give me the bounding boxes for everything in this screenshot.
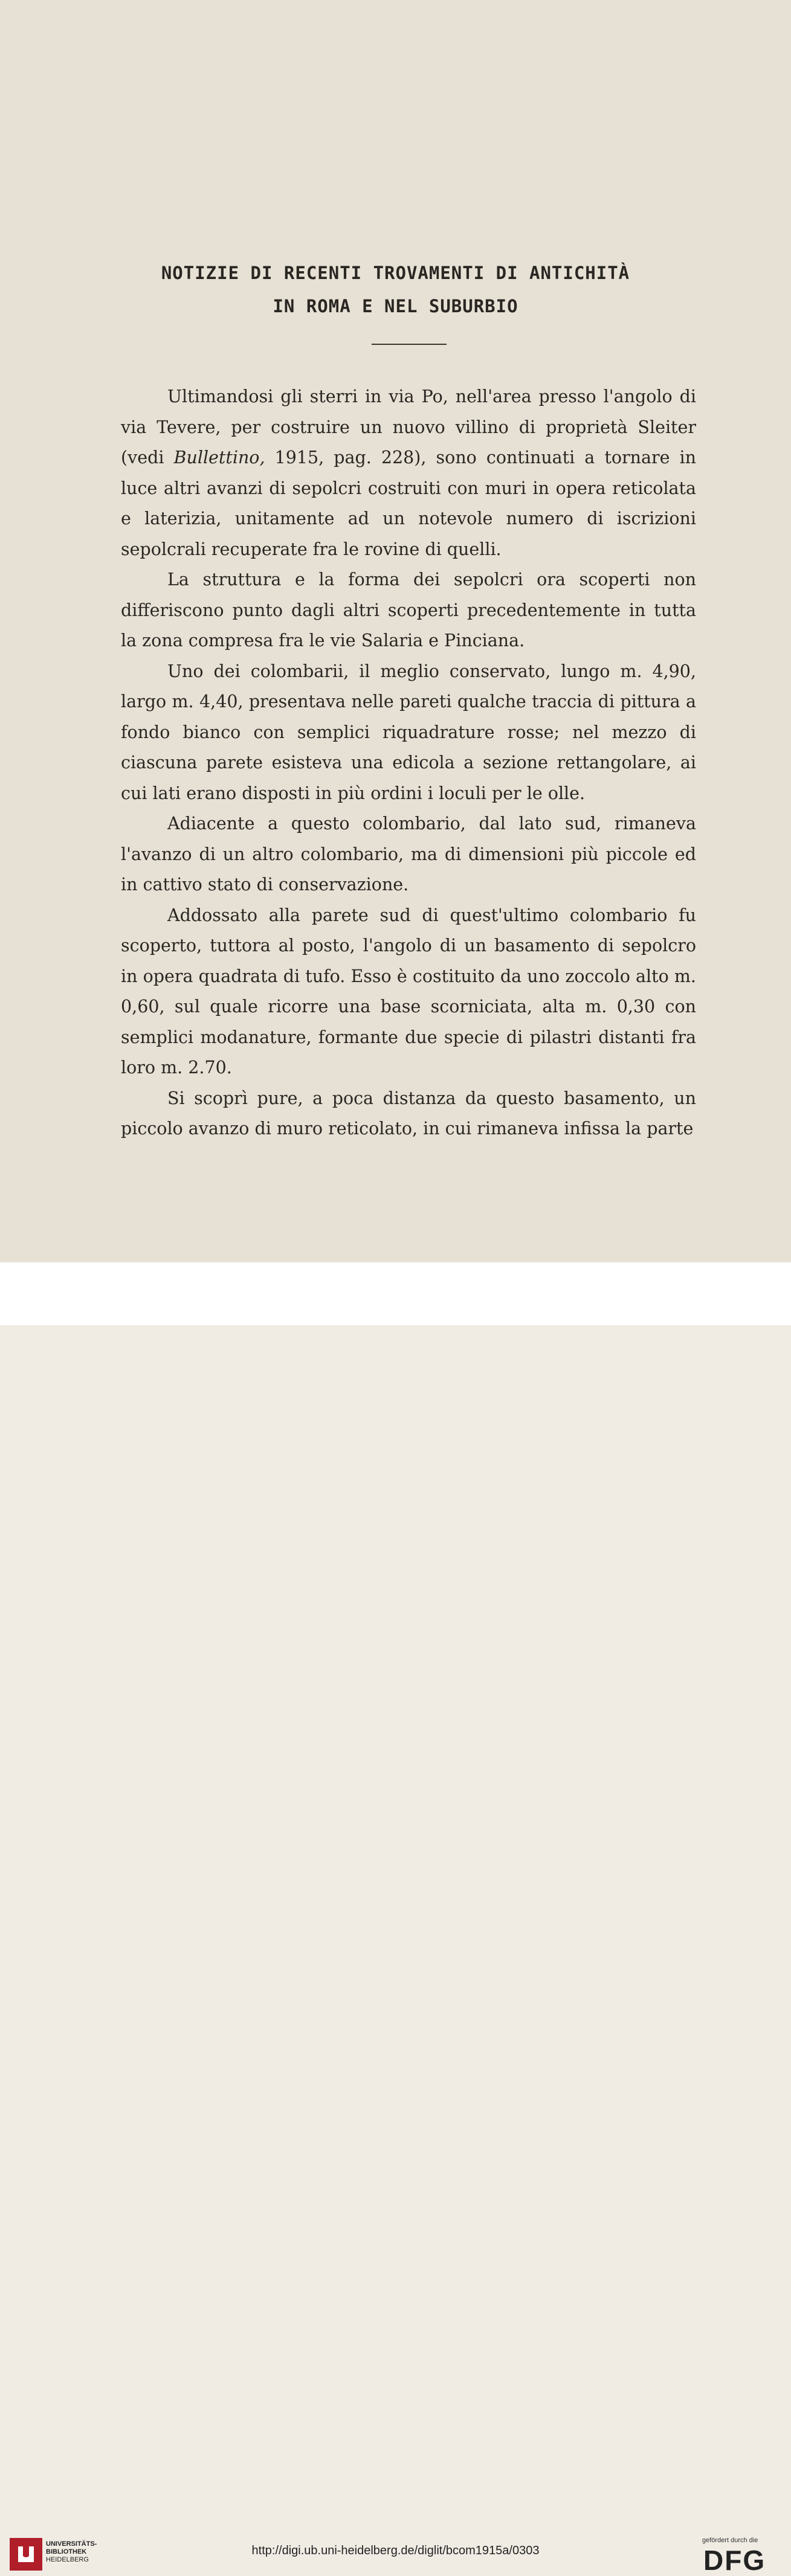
paragraph: Uno dei colombarii, il meglio conservato, lungo m. 4,90, largo m. 4,40, presentava nelle pareti qualche traccia di pittura a fondo bianco con semplici riquadrature rosse; nel mezzo di ciascuna parete esisteva una edicola a sezione rettangolare, ai cui lati erano disposti in più ordini i loculi per le olle. [121, 661, 696, 803]
journal-title-italic: Bullettino, [173, 448, 265, 467]
paragraph: Si scoprì pure, a poca distanza da questo basamento, un piccolo avanzo di muro reticolato, in cui rimaneva infissa la parte [121, 1088, 696, 1139]
library-name-line-2: BIBLIOTHEK [46, 2548, 87, 2555]
paragraph-text: Ultimandosi gli sterri in via Po, nell'area presso l'angolo di via Tevere, per costruire un nuovo villino di proprietà Sleiter (vedi [121, 387, 696, 467]
sponsor-caption: gefördert durch die [702, 2537, 758, 2544]
article-body [121, 382, 696, 1145]
permalink-url[interactable]: http://digi.ub.uni-heidelberg.de/diglit/bcom1915a/0303 [251, 2544, 540, 2557]
paragraph [121, 382, 696, 565]
article-title-line-1: NOTIZIE DI RECENTI TROVAMENTI DI ANTICHITÀ [161, 263, 630, 283]
paragraph-text: 1915, pag. 228), sono continuati a tornare in luce altri avanzi di sepolcri costruiti con muri in opera reticolata e laterizia, unitamente ad un notevole numero di iscrizioni sepolcrali recuperate fra le rovine di quelli. [121, 448, 696, 559]
library-name-line-3: HEIDELBERG [46, 2556, 89, 2563]
digitization-footer [0, 1262, 791, 2576]
scanned-page [0, 0, 791, 1262]
paragraph: Adiacente a questo colombario, dal lato sud, rimaneva l'avanzo di un altro colombario, ma di dimensioni più piccole ed in cattivo stato di conservazione. [121, 814, 696, 895]
library-name-line-1: UNIVERSITÄTS- [46, 2540, 97, 2548]
dfg-logo: DFG [703, 2545, 766, 2576]
title-divider [372, 344, 447, 345]
article-title-line-2: IN ROMA E NEL SUBURBIO [273, 296, 518, 316]
paragraph: La struttura e la forma dei sepolcri ora scoperti non differiscono punto dagli altri scoperti precedentemente in tutta la zona compresa fra le vie Salaria e Pinciana. [121, 570, 696, 650]
paragraph: Addossato alla parete sud di quest'ultimo colombario fu scoperto, tuttora al posto, l'angolo di un basamento di sepolcro in opera quadrata di tufo. Esso è costituito da uno zoccolo alto m. 0,60, sul quale ricorre una base scorniciata, alta m. 0,30 con semplici modanature, formante due specie di pilastri distanti fra loro m. 2.70. [121, 905, 696, 1078]
